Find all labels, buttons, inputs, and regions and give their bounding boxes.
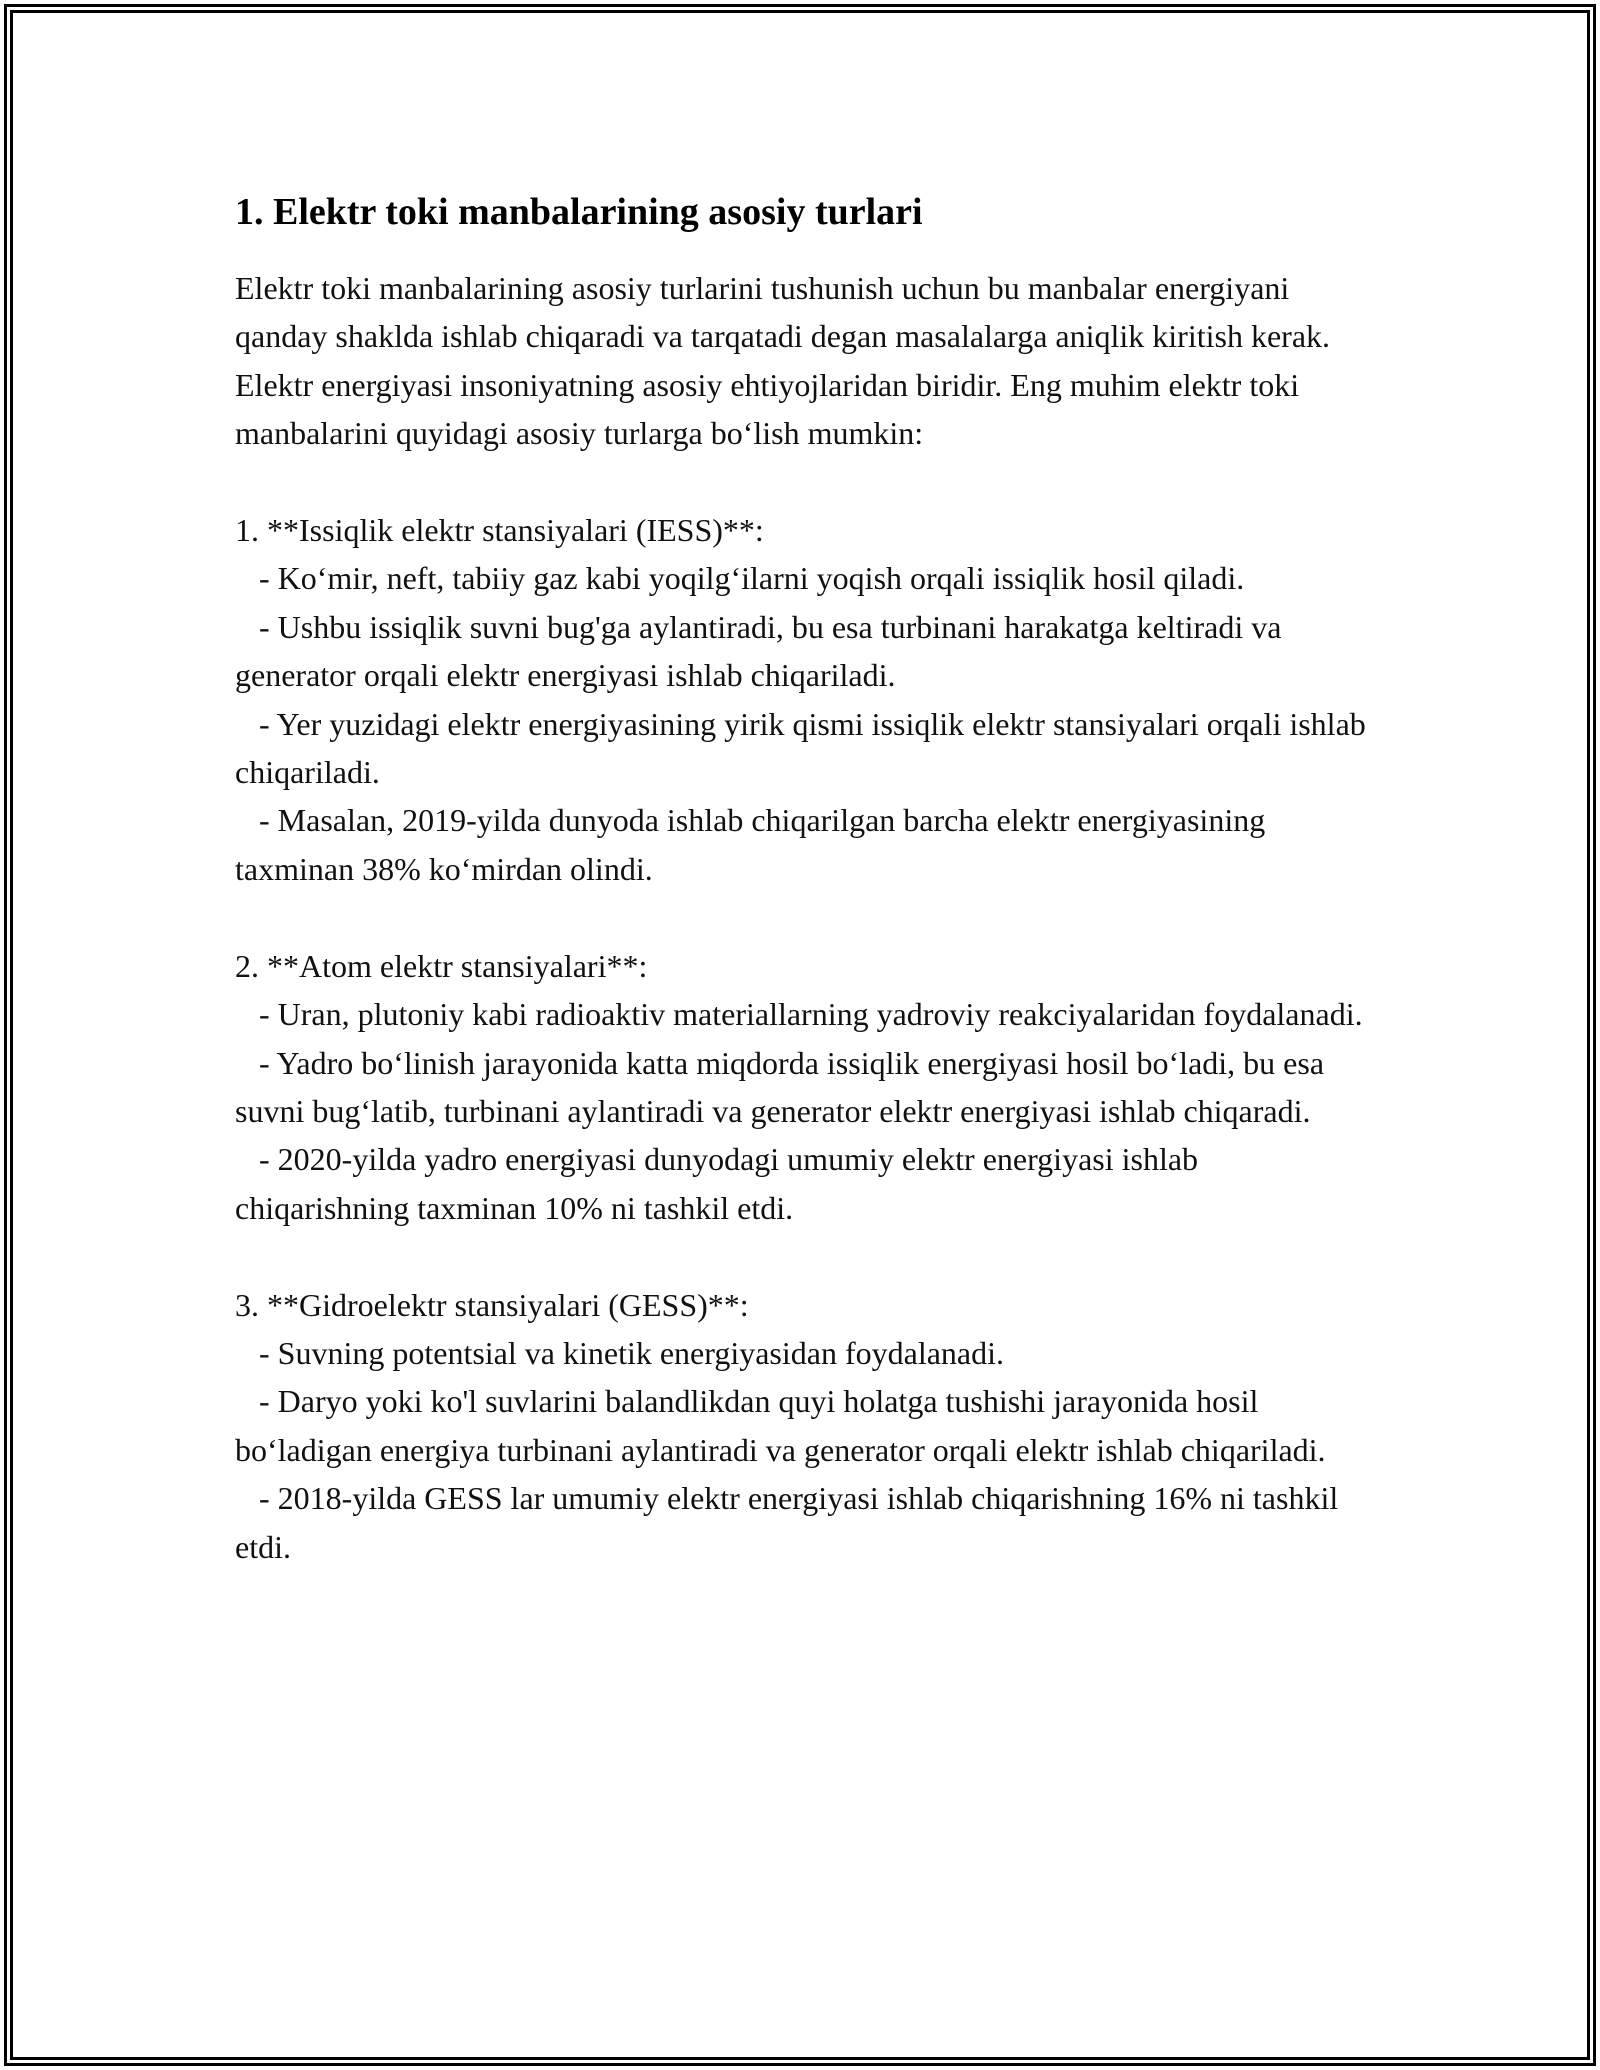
section-3-bullet-1: - Suvning potentsial va kinetik energiyasidan foydalanadi. bbox=[235, 1334, 1005, 1371]
section-1-bullet-1: - Ko‘mir, neft, tabiiy gaz kabi yoqilg‘ilarni yoqish orqali issiqlik hosil qiladi. bbox=[235, 560, 1245, 597]
section-2-title: 2. **Atom elektr stansiyalari**: bbox=[235, 947, 648, 984]
section-1-bullet-3: - Yer yuzidagi elektr energiyasining yirik qismi issiqlik elektr stansiyalari orqali ishlab chiqariladi. bbox=[235, 705, 1374, 791]
section-2-bullet-1: - Uran, plutoniy kabi radioaktiv materiallarning yadroviy reakciyalaridan foydalanadi. bbox=[235, 996, 1363, 1033]
document-page bbox=[235, 186, 1375, 1571]
document-body bbox=[235, 264, 1375, 1571]
section-3-bullet-3: - 2018-yilda GESS lar umumiy elektr energiyasi ishlab chiqarishning 16% ni tashkil etdi. bbox=[235, 1480, 1347, 1565]
section-3-bullet-2: - Daryo yoki ko'l suvlarini balandlikdan quyi holatga tushishi jarayonida hosil bo‘ladigan energiya turbinani aylantiradi va generator orqali elektr ishlab chiqariladi. bbox=[235, 1383, 1326, 1468]
section-2-bullet-2: - Yadro bo‘linish jarayonida katta miqdorda issiqlik energiyasi hosil bo‘ladi, bu esa suvni bug‘latib, turbinani aylantiradi va generator elektr energiyasi ishlab chiqaradi. bbox=[235, 1044, 1333, 1129]
section-2-bullet-3: - 2020-yilda yadro energiyasi dunyodagi umumiy elektr energiyasi ishlab chiqarishning taxminan 10% ni tashkil etdi. bbox=[235, 1141, 1207, 1226]
section-1-bullet-2: - Ushbu issiqlik suvni bug'ga aylantiradi, bu esa turbinani harakatga keltiradi va generator orqali elektr energiyasi ishlab chiqariladi. bbox=[235, 608, 1290, 694]
section-1-title: 1. **Issiqlik elektr stansiyalari (IESS)**: bbox=[235, 512, 764, 549]
section-heading: 1. Elektr toki manbalarining asosiy turlari bbox=[235, 191, 923, 233]
section-3-title: 3. **Gidroelektr stansiyalari (GESS)**: bbox=[235, 1286, 749, 1323]
section-1-bullet-4: - Masalan, 2019-yilda dunyoda ishlab chiqarilgan barcha elektr energiyasining taxminan 38% ko‘mirdan olindi. bbox=[235, 802, 1274, 887]
intro-paragraph: Elektr toki manbalarining asosiy turlarini tushunish uchun bu manbalar energiyani qanday shaklda ishlab chiqaradi va tarqatadi degan masalalarga aniqlik kiritish kerak. Elektr energiyasi insoniyatning asosiy ehtiyojlaridan biridir. Eng muhim elektr toki manbalarini quyidagi asosiy turlarga bo‘lish mumkin: bbox=[235, 270, 1339, 452]
